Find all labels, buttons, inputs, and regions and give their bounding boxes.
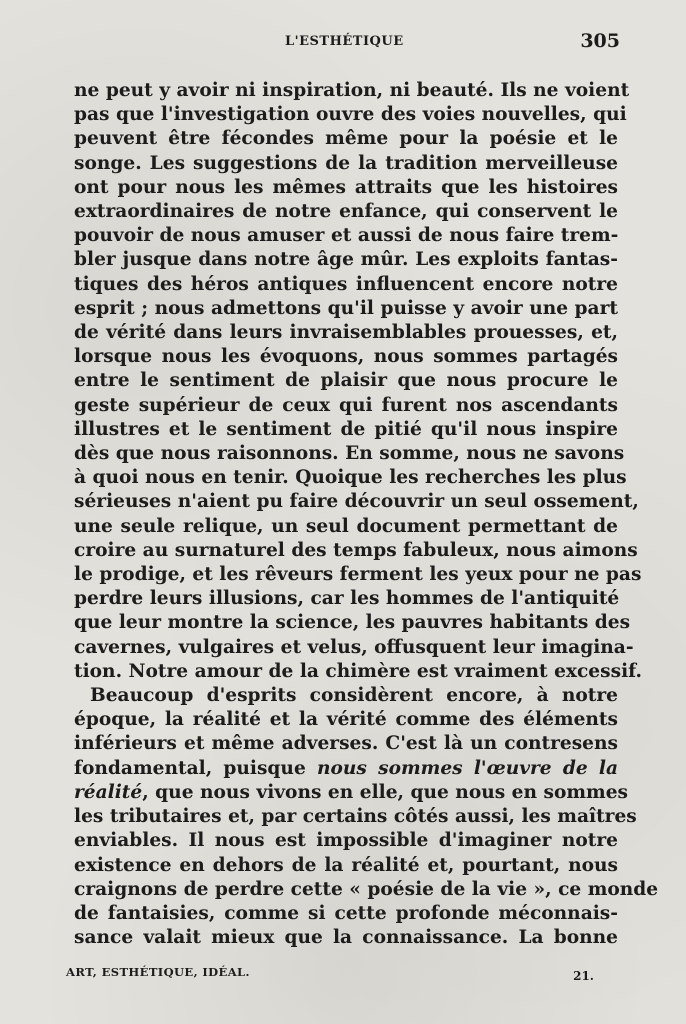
text-line: époque, la réalité et la vérité comme des éléments (74, 709, 618, 731)
italic-emphasis: réalité (74, 781, 143, 803)
text-line: songe. Les suggestions de la tradition merveilleuse (74, 152, 618, 174)
text-line: inférieurs et même adverses. C'est là un contresens (74, 733, 618, 755)
text-line: lorsque nous les évoquons, nous sommes partagés (74, 346, 618, 368)
text-line: extraordinaires de notre enfance, qui conservent le (74, 201, 618, 223)
text-line: les tributaires et, par certains côtés aussi, les maîtres (74, 806, 637, 828)
italic-emphasis: nous sommes l'œuvre de la (316, 757, 618, 779)
text-line: enviables. Il nous est impossible d'imaginer notre (74, 830, 618, 852)
text-line: ne peut y avoir ni inspiration, ni beauté. Ils ne voient (74, 80, 630, 101)
text-line: que leur montre la science, les pauvres habitants des (74, 612, 631, 634)
text-line: tion. Notre amour de la chimère est vraiment excessif. (74, 660, 642, 682)
text-line: perdre leurs illusions, car les hommes de l'antiquité (74, 588, 620, 610)
text-line: croire au surnaturel des temps fabuleux, nous aimons (74, 539, 638, 561)
body-text (74, 79, 659, 950)
printer-signature: ART, ESTHÉTIQUE, IDÉAL. (66, 965, 250, 979)
text-line: pouvoir de nous amuser et aussi de nous faire trem- (74, 225, 619, 247)
text-line: pas que l'investigation ouvre des voies nouvelles, qui (74, 104, 627, 126)
signature-number: 21. (573, 969, 594, 983)
text-line-with-italic: fondamental, puisque nous sommes l'œuvre de la (74, 757, 618, 779)
text-line: sance valait mieux que la connaissance. La bonne (74, 927, 618, 949)
text-line: ont pour nous les mêmes attraits que les histoires (74, 176, 618, 198)
text-line: le prodige, et les rêveurs ferment les yeux pour ne pas (74, 564, 642, 586)
text-line-with-italic: réalité, que nous vivons en elle, que nous en sommes (74, 781, 629, 803)
text-line: dès que nous raisonnons. En somme, nous ne savons (74, 443, 625, 465)
text-line: craignons de perdre cette « poésie de la vie », ce monde (74, 878, 659, 900)
text-line: cavernes, vulgaires et velus, offusquent leur imagina- (74, 636, 634, 658)
text-line: illustres et le sentiment de pitié qu'il nous inspire (74, 418, 618, 440)
text-line: sérieuses n'aient pu faire découvrir un seul ossement, (74, 491, 639, 513)
text-line: une seule relique, un seul document permettant de (74, 515, 618, 537)
text-line: tiques des héros antiques influencent encore notre (74, 273, 618, 295)
text-line: de vérité dans leurs invraisemblables prouesses, et, (74, 322, 618, 344)
footer (0, 965, 686, 985)
text-line: esprit ; nous admettons qu'il puisse y avoir une part (74, 297, 618, 319)
running-title: L'ESTHÉTIQUE (285, 34, 404, 49)
text-line: de fantaisies, comme si cette profonde méconnais- (74, 902, 618, 924)
page-number: 305 (580, 30, 620, 52)
text-line: entre le sentiment de plaisir que nous procure le (74, 370, 618, 392)
running-head (0, 30, 686, 52)
text-line: existence en dehors de la réalité et, pourtant, nous (74, 854, 618, 876)
paragraph-start-line: Beaucoup d'esprits considèrent encore, à notre (90, 685, 618, 707)
text-line: bler jusque dans notre âge mûr. Les exploits fantas- (74, 249, 618, 271)
text-line: à quoi nous en tenir. Quoique les recherches les plus (74, 467, 627, 489)
text-line: geste supérieur de ceux qui furent nos ascendants (74, 394, 618, 416)
text-line: peuvent être fécondes même pour la poésie et le (74, 128, 618, 150)
